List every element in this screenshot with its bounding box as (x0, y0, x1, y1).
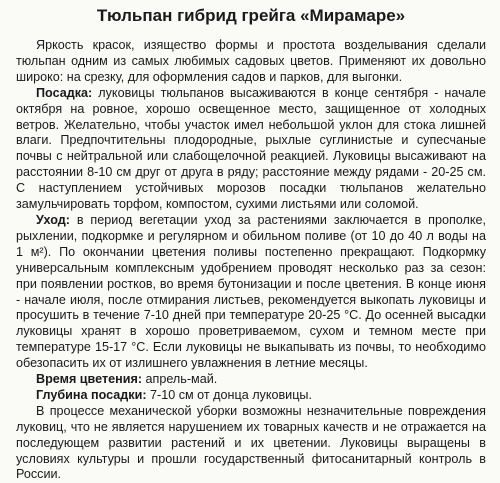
bloom-text: апрель-май. (142, 372, 218, 387)
outro-paragraph: В процессе механической уборки возможны незначительные повреждения луковиц, что не является нарушением их товарных качеств и не отражается на последующем развитии растений и их цветении. Луковицы выращены в условиях культуры и прошли государственный фитосанитарный контроль в России. (16, 403, 486, 482)
product-title: Тюльпан гибрид грейга «Мирамаре» (96, 6, 406, 25)
intro-paragraph: Яркость красок, изящество формы и простота возделывания сделали тюльпан одним из самых любимых садовых цветов. Применяют их довольно широко: на срезку, для оформления садов и парков, для выгонки. (16, 38, 486, 84)
depth-text: 7-10 см от донца луковицы. (146, 387, 312, 402)
care-paragraph (16, 213, 486, 372)
planting-text: луковицы тюльпанов высаживаются в конце сентября - начале октября на ровное, хорошо освещенное место, защищенное от холодных ветров. Желательно, чтобы участок имел небольшой уклон для стока лишней влаги. Предпочтительны плодородные, рыхлые суглинистые и супесчаные почвы с нейтральной или слабощелочной реакцией. Луковицы высаживают на расстоянии 8-10 см друг от друга в ряду; расстояние между рядами - 20-25 см. С наступлением устойчивых морозов посадки тюльпанов желательно замульчировать торфом, компостом, сухими листьями или соломой. (16, 85, 486, 212)
care-label: Уход: (36, 212, 70, 227)
planting-label: Посадка: (36, 85, 93, 100)
bloom-label: Время цветения: (36, 372, 143, 387)
planting-paragraph (16, 86, 486, 213)
bloom-paragraph (16, 372, 486, 388)
depth-paragraph (16, 388, 486, 404)
depth-label: Глубина посадки: (36, 387, 147, 402)
care-text: в период вегетации уход за растениями заключается в прополке, рыхлении, подкормке и регулярном и обильном поливе (от 10 до 40 л воды на 1 м²). По окончании цветения поливы постепенно прекращают. Подкормку универсальным комплексным удобрением проводят несколько раз за сезон: при появлении ростков, во время бутонизации и после цветения. В конце июня - начале июля, после отмирания листьев, рекомендуется выкопать луковицы и просушить в течение 7-10 дней при температуре 20-25 °С. До осенней высадки луковицы хранят в хорошо проветриваемом, сухом и темном месте при температуре 15-17 °С. Если луковицы не выкапывать из почвы, то необходимо обезопасить их от излишнего увлажнения в летние месяцы. (16, 212, 486, 371)
